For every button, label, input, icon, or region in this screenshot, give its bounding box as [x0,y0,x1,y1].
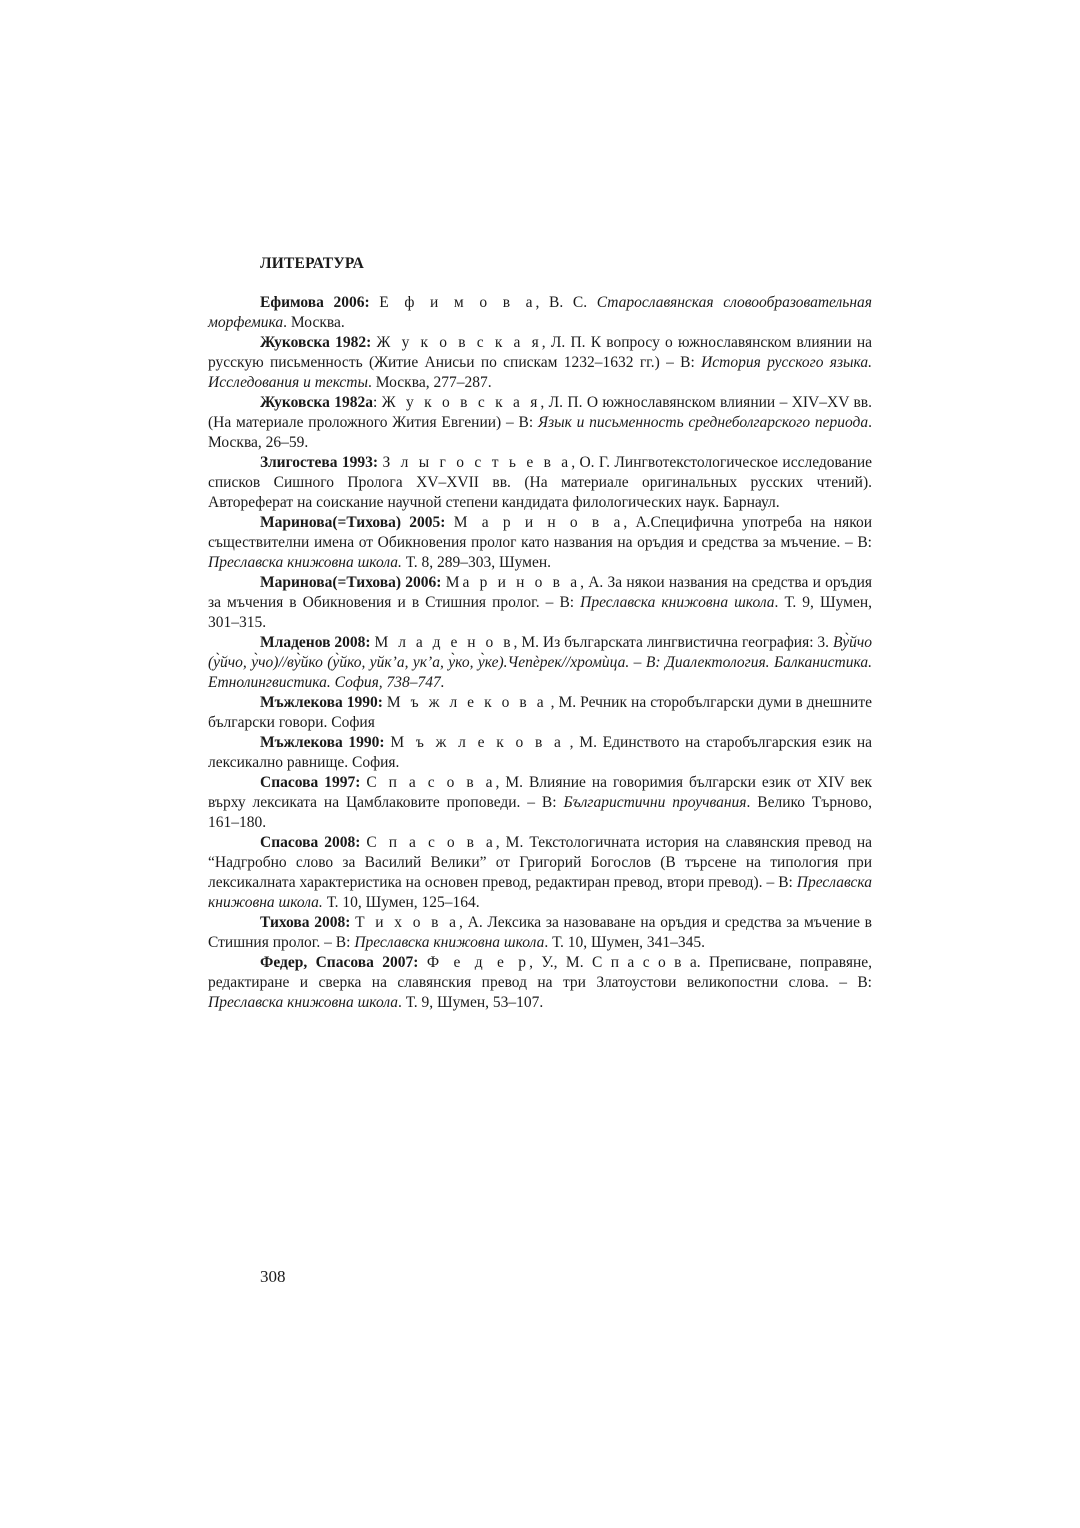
reference-key: Злигостева 1993: [260,454,379,471]
reference-text: , А. За някои названия на средства и оръдия за мъчения в Обикновения и в Стишния пролог. – В: [208,574,872,611]
reference-title: Българистични проучвания [563,794,747,811]
reference-author: Ма р и н о в а [445,574,581,591]
reference-text: , М. Текстологичната история на славянския превод на “Надгробно слово за Василий Велики” от Григорий Богослов (В търсене на типология при лексикалната характеристика на основен превод, редактиран превод, втори превод). – В: [208,834,873,891]
reference-key: Федер, Спасова 2007: [260,954,419,971]
reference-publication: . Москва. [283,314,345,331]
reference-key: Мъжлекова 1990: [260,734,385,751]
reference-title: Ву̀йчо (у̀йчо, у̀чо)//ву̀йко (у̀йко, уйк’а, ук’а, у̀ко, у̀ке).Чепѐрек//хромѝца [208,634,873,671]
reference-title: Преславска книжовна школа [354,934,545,951]
reference-text: , М. Влияние на говоримия български език от XIV век върху лексиката на Цамблаковите проповеди. – В: [208,774,872,811]
reference-list [208,293,872,1013]
reference-key: Маринова(=Тихова) 2005: [260,514,446,531]
reference-publication: Т. 10, Шумен, 125–164. [322,894,480,911]
reference-title: Старославянская словообразовательная морфемика [208,294,873,331]
reference-author: З л ы г о с т ь е в а [382,454,572,471]
reference-text: , М. Единството на старобългарския език на лексикално равнище. София. [208,734,873,771]
reference-entry [208,913,872,953]
reference-key: Спасова 1997: [260,774,361,791]
reference-publication: . Москва, 277–287. [368,374,492,391]
reference-author: С п а с о в а [366,774,496,791]
reference-entry [208,733,872,773]
reference-text: , В. С. [535,294,597,311]
reference-text: , М. Речник на сторобългарски думи в днешните български говори. София [208,694,872,731]
reference-entry [208,773,872,833]
reference-author: Ж у к о в с к а я [381,394,541,411]
reference-text: , У., М. С п а с о в а. Преписване, поправяне, редактиране и сверка на славянския превод на три Златоустови великопостни слова. – В: [208,954,872,991]
reference-key: Тихова 2008: [260,914,351,931]
reference-entry [208,513,872,573]
reference-title: Преславска книжовна школа [580,594,775,611]
reference-author: М ъ ж л е к о в а [390,734,564,751]
reference-title: Преславска книжовна школа. [208,554,402,571]
reference-entry [208,573,872,633]
reference-text: , А. Лексика за назоваване на оръдия и средства за мъчение в Стишния пролог. – В: [208,914,872,951]
reference-publication: . Т. 9, Шумен, 53–107. [398,994,544,1011]
reference-publication: . Москва, 26–59. [208,414,872,451]
reference-text: , М. Из българската лингвистична география: 3. [513,634,833,651]
reference-author: Т и х о в а [355,914,460,931]
reference-key: Мъжлекова 1990: [260,694,383,711]
reference-entry: Жуковска 1982а: Ж у к о в с к а я, Л. П. О южнославянском влиянии – XIV–XV вв. (На материале проложного Жития Евгении) – В: Язык и письменность среднеболгарского периода. Москва, 26–59. [208,394,872,451]
reference-entry [208,633,872,693]
reference-key: Жуковска 1982а [260,394,373,411]
reference-author: М ъ ж л е к о в а [386,694,547,711]
reference-text: , А.Специфична употреба на някои съществителни имена от Обикновения пролог като названия на оръдия и средства за мъчение. – В: [208,514,873,551]
page-number: 308 [260,1267,286,1286]
reference-key: Спасова 2008: [260,834,361,851]
reference-publication: . Т. 9, Шумен, 301–315. [208,594,873,631]
reference-entry [208,453,872,513]
reference-publication: Т. 8, 289–303, Шумен. [401,554,551,571]
reference-title: Преславска книжовна школа [208,994,399,1011]
reference-text: , Л. П. К вопросу о южнославянском влиянии на русскую письменность (Житие Анисьи по спискам 1232–1632 гг.) – В: [208,334,873,371]
reference-key: Жуковска 1982: [260,334,372,351]
reference-title: История русского языка. Исследования и тексты [208,354,873,391]
reference-title: Преславска книжовна школа. [208,874,872,911]
section-heading: ЛИТЕРАТУРА [260,255,364,272]
reference-key: Ефимова 2006: [260,294,370,311]
reference-entry [208,833,872,913]
reference-entry [208,333,872,393]
reference-author: Ж у к о в с к а я [376,334,542,351]
reference-entry [208,953,872,1013]
reference-entry [208,693,872,733]
reference-publication: . – В: Диалектология. Балканистика. Етнолингвистика. София, 738–747. [208,654,872,691]
reference-author: М л а д е н о в [374,634,514,651]
reference-text: , Л. П. О южнославянском влиянии – XIV–XV вв. (На материале проложного Жития Евгении) – В: [208,394,872,431]
reference-author: С п а с о в а [366,834,496,851]
reference-key: Маринова(=Тихова) 2006: [260,574,442,591]
reference-author: Е ф и м о в а [379,294,536,311]
reference-author: М а р и н о в а [453,514,624,531]
reference-author: Ф е д е р [426,954,530,971]
reference-key: Младенов 2008: [260,634,371,651]
reference-entry [208,293,872,333]
reference-publication: . Т. 10, Шумен, 341–345. [544,934,706,951]
reference-text: , О. Г. Лингвотекстологическое исследование списков Сишного Пролога XV–XVII вв. (На материале оригинальных русских чтений). Автореферат на соискание научной степени кандидата филологических наук. Барнаул. [208,454,872,511]
reference-title: Язык и письменность среднеболгарского периода [537,414,869,431]
reference-publication: . Велико Търново, 161–180. [208,794,872,831]
